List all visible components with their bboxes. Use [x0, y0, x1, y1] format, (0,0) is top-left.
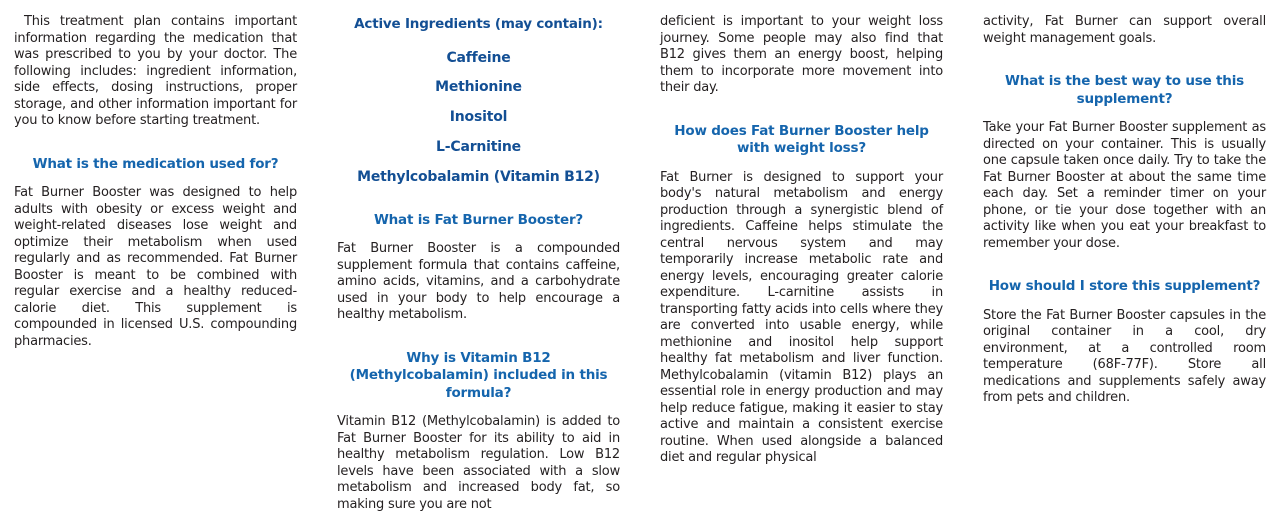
ingredient-item: Caffeine: [446, 49, 511, 66]
section-heading: What is the medication used for?: [32, 155, 279, 172]
section-heading: Active Ingredients (may contain):: [354, 16, 603, 32]
ingredient-item: L-Carnitine: [436, 138, 521, 155]
section-heading: What is Fat Burner Booster?: [373, 211, 584, 228]
section-heading: What is the best way to use this supplement?: [1005, 73, 1244, 107]
paragraph: This treatment plan contains important information regarding the medication that was prescribed to you by your doctor. The following includes: ingredient information, side effects, dosing instructions, proper storage, and other information important for you to know before starting treatment.: [14, 14, 297, 128]
paragraph: Fat Burner is designed to support your body's natural metabolism and energy production through a synergistic blend of ingredients. Caffeine helps stimulate the central nervous system and may temporarily increase metabolic rate and energy levels, encouraging greater calorie expenditure. L-carnitine assists in transporting fatty acids into cells where they are converted into usable energy, while methionine and inositol help support healthy fat metabolism and liver function. Methylcobalamin (vitamin B12) plays an essential role in energy production and may help reduce fatigue, making it easier to stay active and maintain a consistent exercise routine. When used alongside a balanced diet and regular physical: [660, 169, 943, 466]
paragraph: deficient is important to your weight loss journey. Some people may also find that B12 gives them an energy boost, helping them to incorporate more movement into their day.: [660, 14, 943, 95]
paragraph: Fat Burner Booster was designed to help adults with obesity or excess weight and weight-related diseases lose weight and optimize their metabolism when used regularly and as recommended. Fat Burner Booster is meant to be combined with regular exercise and a healthy reduced-calorie diet. This supplement is compounded in licensed U.S. compounding pharmacies.: [14, 185, 297, 349]
ingredient-item: Methionine: [435, 79, 522, 96]
brochure-column-3: [660, 14, 943, 512]
ingredient-item: Inositol: [449, 109, 508, 126]
ingredient-item: Methylcobalamin (Vitamin B12): [357, 168, 600, 185]
section-heading: Why is Vitamin B12 (Methylcobalamin) included in this formula?: [349, 349, 608, 401]
section-heading: How does Fat Burner Booster help with weight loss?: [674, 122, 929, 157]
paragraph: Fat Burner Booster is a compounded supplement formula that contains caffeine, amino acids, vitamins, and a carbohydrate used in your body to help encourage a healthy metabolism.: [337, 241, 620, 323]
paragraph: Take your Fat Burner Booster supplement as directed on your container. This is usually one capsule taken once daily. Try to take the Fat Burner Booster at about the same time each day. Set a reminder timer on your phone, or tie your dose together with an activity like when you eat your breakfast to remember your dose.: [983, 120, 1266, 251]
brochure-column-1: [14, 14, 297, 512]
section-heading: How should I store this supplement?: [988, 278, 1261, 295]
paragraph: Vitamin B12 (Methylcobalamin) is added to Fat Burner Booster for its ability to aid in healthy metabolism regulation. Low B12 levels have been associated with a slow metabolism and increased body fat, so making sure you are not: [337, 414, 620, 512]
paragraph: activity, Fat Burner can support overall weight management goals.: [983, 14, 1266, 46]
paragraph: Store the Fat Burner Booster capsules in the original container in a cool, dry environment, at a controlled room temperature (68F-77F). Store all medications and supplements safely away from pets and children.: [983, 307, 1266, 406]
brochure-column-4: [983, 14, 1266, 512]
ingredient-list: [337, 50, 620, 186]
brochure-column-2: [337, 14, 620, 512]
